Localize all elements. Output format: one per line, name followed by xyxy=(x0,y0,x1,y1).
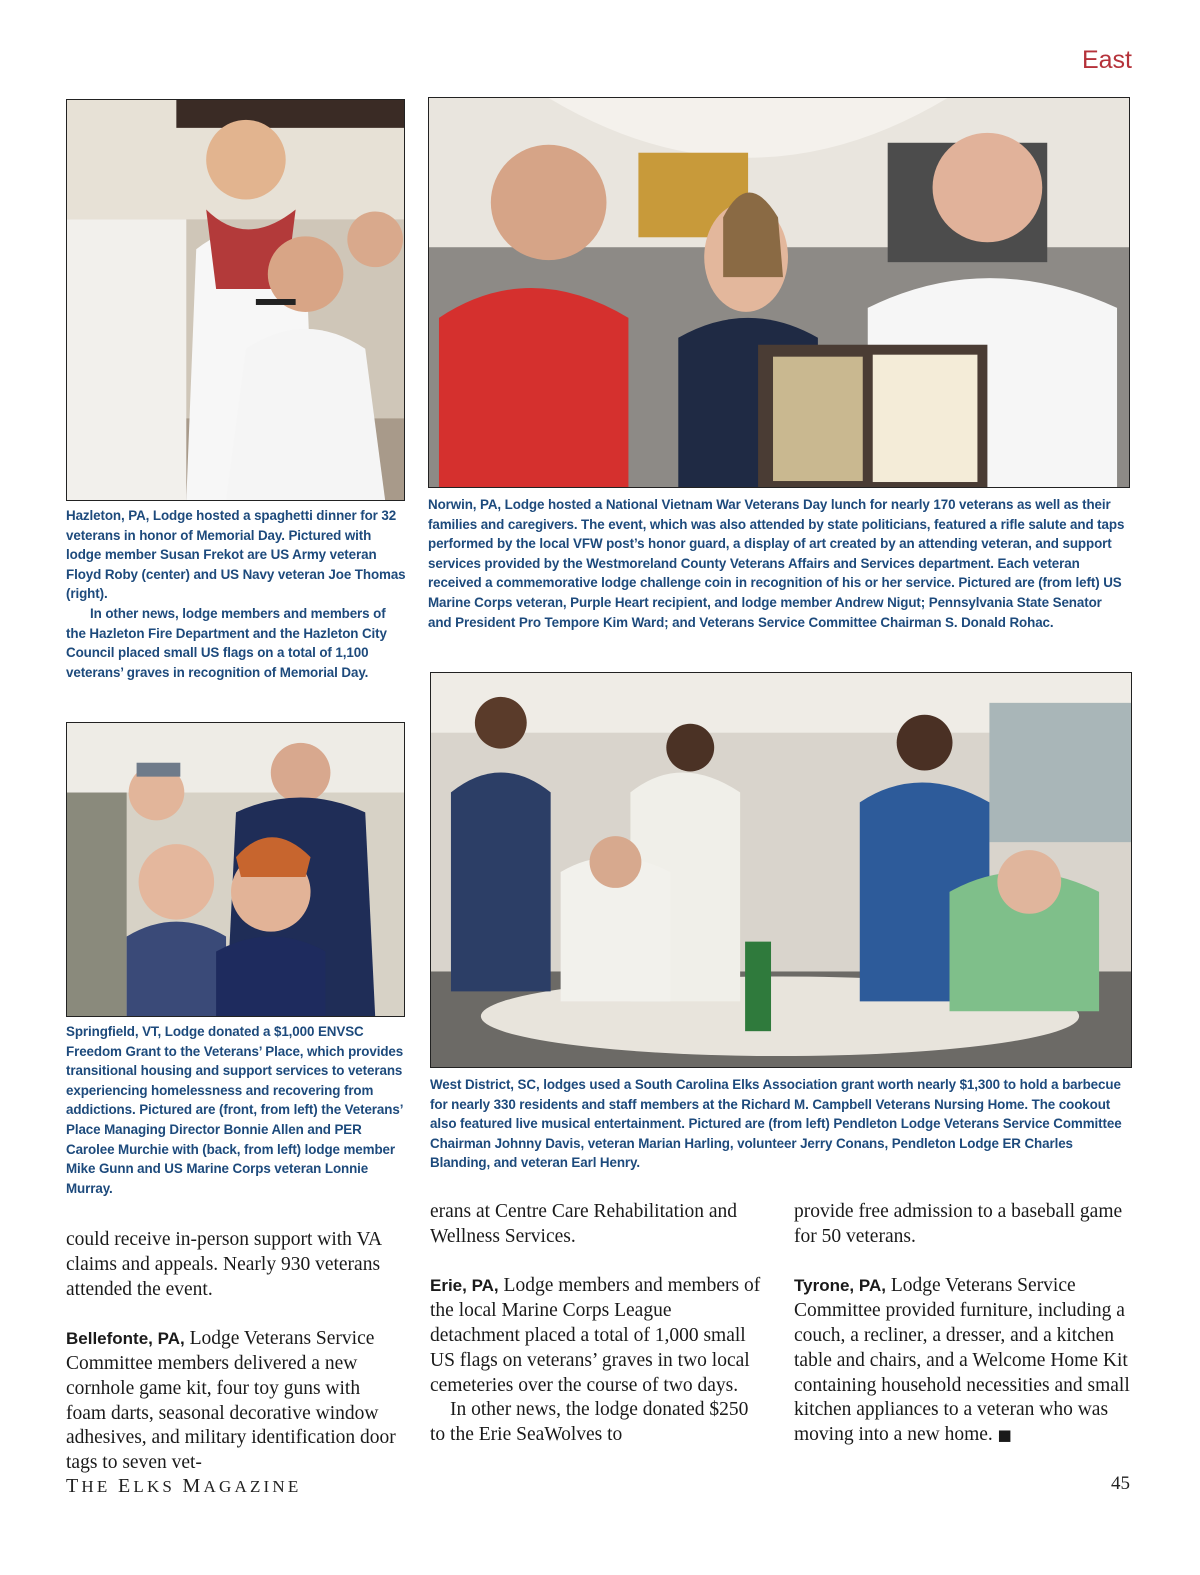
magazine-word-lks: LKS xyxy=(133,1477,183,1496)
magazine-name xyxy=(66,1475,301,1498)
caption-text-west-district: lodges used a South Carolina Elks Association grant worth nearly $1,300 to hold a barbecue for nearly 330 residents and staff members at the Richard M. Campbell Veterans Nursing Home. The cookout also featured live musical entertainment. Pictured are (from left) Pendleton Lodge Veterans Service Committee Chairman Johnny Davis, veteran Marian Harling, volunteer Jerry Conans, Pendleton Lodge ER Charles Blanding, and veteran Earl Henry. xyxy=(430,1077,1122,1171)
text-bellefonte: Lodge Veterans Service Committee members delivered a new cornhole game kit, four toy guns with foam darts, seasonal decorative window adhesives, and military identification door tags to seven vet- xyxy=(66,1328,396,1474)
caption-text-norwin: Lodge hosted a National Vietnam War Veterans Day lunch for nearly 170 veterans as well as their families and caregivers. The event, which was also attended by state politicians, featured a rifle salute and taps performed by the local VFW post’s honor guard, a display of art created by an attending veteran, and support services provided by the Westmoreland County Veterans Affairs and Services department. Each veteran received a commemorative lodge challenge coin in recognition of his or her service. Pictured are (from left) US Marine Corps veteran, Purple Heart recipient, and lodge member Andrew Nigut; Pennsylvania State Senator and President Pro Tempore Kim Ward; and Veterans Service Committee Chairman S. Donald Rohac. xyxy=(428,497,1125,630)
body-paragraph-bellefonte xyxy=(66,1327,404,1476)
magazine-word-he: HE xyxy=(81,1477,118,1496)
caption-norwin xyxy=(428,495,1128,632)
caption-place-springfield: Springfield, VT, xyxy=(66,1024,162,1039)
body-column-1 xyxy=(66,1228,404,1476)
place-tyrone: Tyrone, PA, xyxy=(794,1276,886,1296)
caption-place-west-district: West District, SC, xyxy=(430,1077,540,1092)
text-tyrone: Lodge Veterans Service Committee provided furniture, including a couch, a recliner, a dresser, and a kitchen table and chairs, and a Welcome Home Kit containing household necessities and small kitchen appliances to a veteran who was moving into a new home. xyxy=(794,1275,1130,1446)
section-label: East xyxy=(1081,46,1132,74)
caption-text-hazleton: Lodge hosted a spaghetti dinner for 32 veterans in honor of Memorial Day. Pictured with lodge member Susan Frekot are US Army veteran Floyd Roby (center) and US Navy veteran Joe Thomas (right). xyxy=(66,508,406,602)
magazine-initial-m: M xyxy=(182,1475,204,1497)
magazine-word-agazine: AGAZINE xyxy=(203,1477,302,1496)
magazine-initial-t: T xyxy=(66,1475,82,1497)
body-paragraph-erie-2: In other news, the lodge donated $250 to the Erie SeaWolves to xyxy=(430,1399,749,1446)
caption-west-district xyxy=(430,1075,1130,1173)
body-paragraph-tyrone xyxy=(794,1274,1130,1448)
end-mark: ■ xyxy=(992,1426,1012,1445)
caption-place-norwin: Norwin, PA, xyxy=(428,497,502,512)
photo-springfield xyxy=(66,722,405,1017)
body-paragraph: provide free admission to a baseball game for 50 veterans. xyxy=(794,1201,1123,1247)
caption-text-hazleton-2: In other news, lodge members and members of the Hazleton Fire Department and the Hazleton City Council placed small US flags on a total of 1,100 veterans’ graves in recognition of Memorial Day. xyxy=(66,605,387,680)
photo-hazleton xyxy=(66,99,405,501)
body-paragraph-erie xyxy=(430,1274,762,1398)
body-paragraph: could receive in-person support with VA claims and appeals. Nearly 930 veterans attended the event. xyxy=(66,1229,382,1300)
place-bellefonte: Bellefonte, PA, xyxy=(66,1329,185,1349)
caption-place-hazleton: Hazleton, PA, xyxy=(66,508,150,523)
place-erie: Erie, PA, xyxy=(430,1276,499,1296)
photo-west-district xyxy=(430,672,1132,1068)
page-number: 45 xyxy=(1111,1473,1130,1494)
body-column-3 xyxy=(794,1200,1130,1448)
magazine-initial-e: E xyxy=(117,1475,134,1497)
caption-hazleton xyxy=(66,506,406,682)
body-column-2 xyxy=(430,1200,762,1448)
photo-norwin xyxy=(428,97,1130,488)
caption-text-springfield: Lodge donated a $1,000 ENVSC Freedom Grant to the Veterans’ Place, which provides transitional housing and support services to veterans experiencing homelessness and recovering from addictions. Pictured are (front, from left) the Veterans’ Place Managing Director Bonnie Allen and PER Carolee Murchie with (back, from left) lodge member Mike Gunn and US Marine Corps veteran Lonnie Murray. xyxy=(66,1024,404,1196)
body-paragraph: erans at Centre Care Rehabilitation and Wellness Services. xyxy=(430,1201,738,1247)
text-erie: Lodge members and members of the local Marine Corps League detachment placed a total of 1,000 small US flags on veterans’ graves in two local cemeteries over the course of two days. xyxy=(430,1275,761,1396)
caption-springfield xyxy=(66,1022,406,1198)
